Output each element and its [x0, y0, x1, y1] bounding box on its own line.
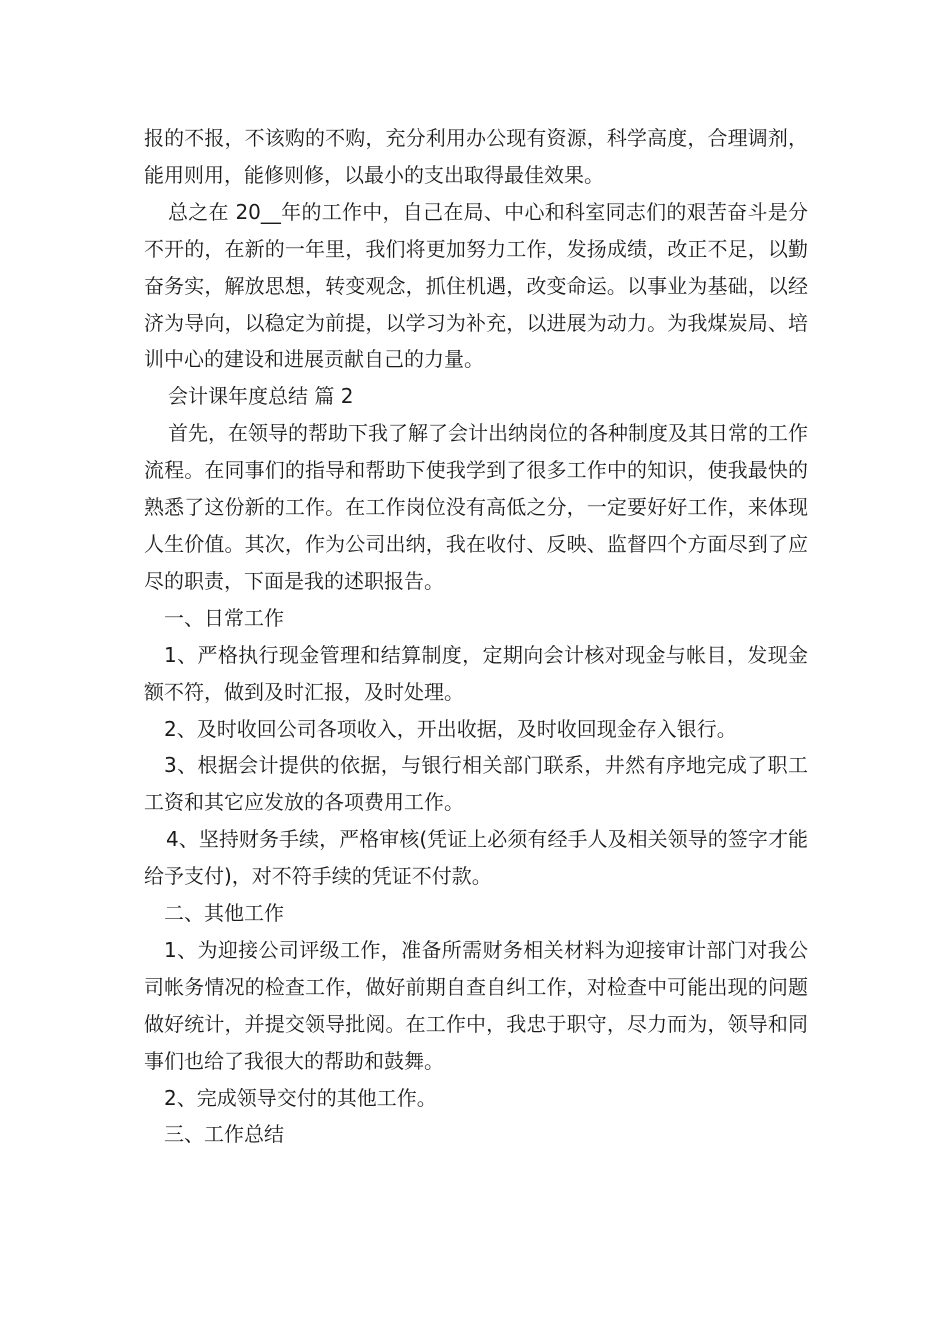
- heading-daily-work: 一、日常工作: [164, 605, 284, 630]
- heading-other-work: 二、其他工作: [164, 901, 284, 926]
- list-item-daily-1: 1、严格执行现金管理和结算制度，定期向会计核对现金与帐目，发现金额不符，做到及时汇报，及时处理。: [144, 642, 808, 704]
- heading-work-summary: 三、工作总结: [164, 1122, 284, 1147]
- list-item-daily-4: 4、坚持财务手续，严格审核(凭证上必须有经手人及相关领导的签字才能给予支付)，对不符手续的凭证不付款。: [144, 827, 808, 889]
- section-title-part2: 会计课年度总结 篇 2: [168, 384, 354, 409]
- document-body: [144, 120, 808, 1153]
- list-item-other-1: 1、为迎接公司评级工作，准备所需财务相关材料为迎接审计部门对我公司帐务情况的检查工作，做好前期自查自纠工作，对检查中可能出现的问题做好统计，并提交领导批阅。在工作中，我忠于职守，尽力而为，领导和同事们也给了我很大的帮助和鼓舞。: [144, 937, 808, 1073]
- paragraph-continuation: 报的不报，不该购的不购，充分利用办公现有资源，科学高度，合理调剂，能用则用，能修则修，以最小的支出取得最佳效果。: [144, 126, 808, 187]
- list-item-other-2: 2、完成领导交付的其他工作。: [164, 1085, 437, 1110]
- paragraph-intro: 首先，在领导的帮助下我了解了会计出纳岗位的各种制度及其日常的工作流程。在同事们的指导和帮助下使我学到了很多工作中的知识，使我最快的熟悉了这份新的工作。在工作岗位没有高低之分，一定要好好工作，来体现人生价值。其次，作为公司出纳，我在收付、反映、监督四个方面尽到了应尽的职责，下面是我的述职报告。: [144, 421, 808, 593]
- paragraph-summary: 总之在 20__年的工作中，自己在局、中心和科室同志们的艰苦奋斗是分不开的，在新的一年里，我们将更加努力工作，发扬成绩，改正不足，以勤奋务实，解放思想，转变观念，抓住机遇，改变命运。以事业为基础，以经济为导向，以稳定为前提，以学习为补充，以进展为动力。为我煤炭局、培训中心的建设和进展贡献自己的力量。: [144, 199, 808, 372]
- list-item-daily-3: 3、根据会计提供的依据，与银行相关部门联系，井然有序地完成了职工工资和其它应发放的各项费用工作。: [144, 753, 808, 815]
- list-item-daily-2: 2、及时收回公司各项收入，开出收据，及时收回现金存入银行。: [164, 716, 737, 741]
